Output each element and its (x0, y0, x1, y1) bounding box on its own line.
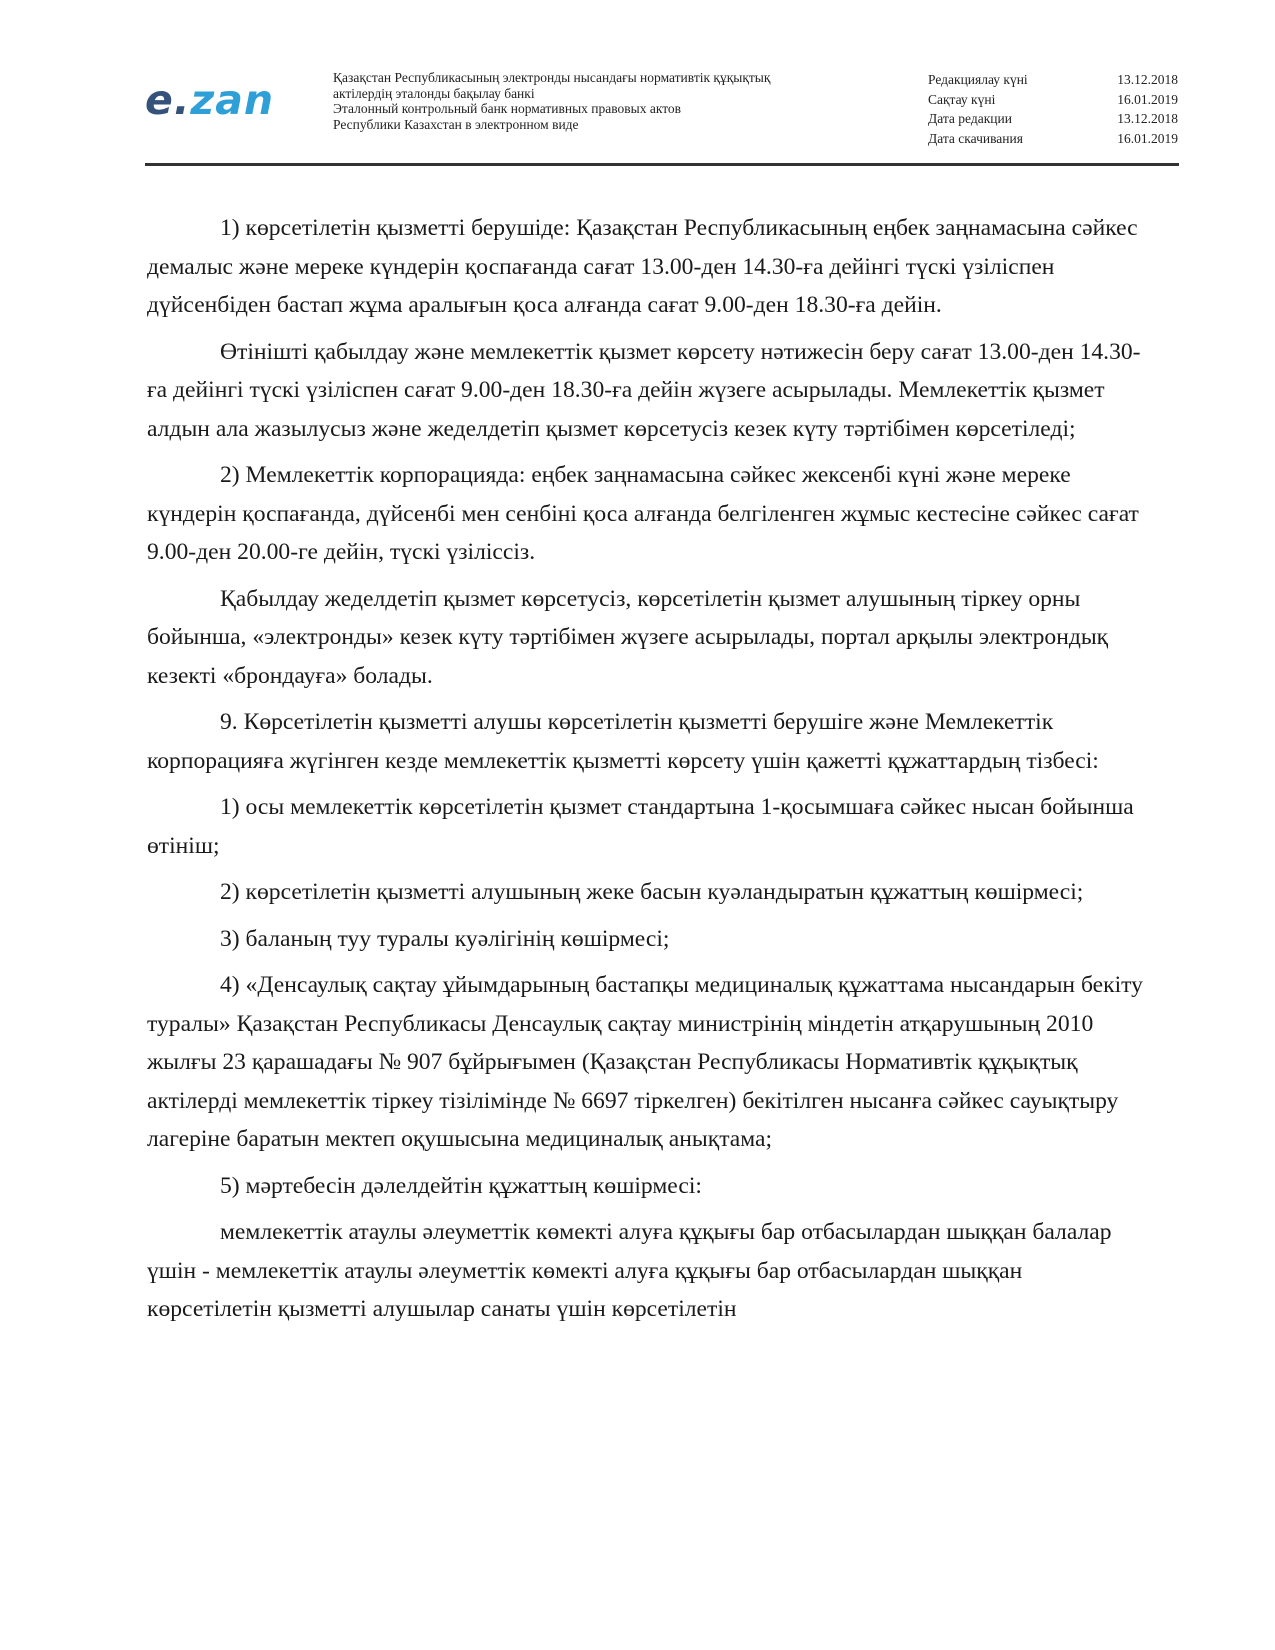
paragraph-social-assistance: мемлекеттік атаулы әлеуметтік көмекті алуға құқығы бар отбасылардан шыққан балалар үшін - мемлекеттік атаулы әлеуметтік көмекті алуға құқығы бар отбасылардан шыққан көрсетілетін қызметті алушылар санаты үшін көрсетілетін (147, 1219, 1112, 1322)
header-meta (928, 70, 1178, 148)
meta-label: Сақтау күні (928, 91, 996, 107)
header-titles (333, 70, 878, 132)
paragraph-application-acceptance: Өтінішті қабылдау және мемлекеттік қызмет көрсету нәтижесін беру сағат 13.00-ден 14.30-ға дейінгі түскі үзіліспен сағат 9.00-ден 18.30-ға дейін жүзеге асырылады. Мемлекеттік қызмет алдын ала жазылусыз және жеделдетіп қызмет көрсетусіз кезек күту тәртібімен көрсетіледі; (147, 338, 1141, 442)
meta-value: 13.12.2018 (1117, 111, 1178, 126)
list-item-medical-certificate: 4) «Денсаулық сақтау ұйымдарының бастапқы медициналық құжаттама нысандарын бекіту туралы» Қазақстан Республикасы Денсаулық сақтау министрінің міндетін атқарушының 2010 жылғы 23 қарашадағы № 907 бұйрығымен (Қазақстан Республикасы Нормативтік құқықтық актілерді мемлекеттік тіркеу тізілімінде № 6697 тіркелген) бекітілген нысанға сәйкес сауықтыру лагеріне баратын мектеп оқушысына медициналық анықтама; (147, 972, 1143, 1152)
meta-label: Редакциялау күні (928, 72, 1028, 87)
page-header (145, 66, 1177, 162)
document-body (147, 209, 1147, 1337)
meta-value: 16.01.2019 (1117, 130, 1178, 146)
paragraph-electronic-queue: Қабылдау жеделдетіп қызмет көрсетусіз, көрсетілетін қызмет алушының тіркеу орны бойынша, «электронды» кезек күту тәртібімен жүзеге асырылады, портал арқылы электрондық кезекті «брондауға» болады. (147, 585, 1109, 689)
list-item-birth-certificate: 3) баланың туу туралы куәлігінің көшірмесі; (220, 925, 670, 952)
meta-row-download-date-ru (928, 129, 1178, 149)
meta-row-edit-date-ru (928, 109, 1178, 129)
meta-label: Дата редакции (928, 111, 1012, 126)
meta-row-edit-date-kz (928, 70, 1178, 90)
meta-label: Дата скачивания (928, 130, 1023, 146)
list-item-identity-document: 2) көрсетілетін қызметті алушының жеке басын куәландыратын құжаттың көшірмесі; (220, 879, 1084, 905)
meta-row-save-date-kz (928, 90, 1178, 110)
meta-value: 13.12.2018 (1117, 72, 1178, 87)
header-title-line: актілердің эталонды бақылау банкі (333, 85, 535, 101)
logo-zan: zan (190, 76, 275, 124)
meta-value: 16.01.2019 (1117, 91, 1178, 107)
list-item-status-document: 5) мәртебесін дәлелдейтін құжаттың көшірмесі: (220, 1172, 702, 1199)
logo-dot: . (173, 76, 191, 124)
paragraph-state-corporation-hours: 2) Мемлекеттік корпорацияда: еңбек заңнамасына сәйкес жексенбі күні және мереке күндерін қоспағанда, дүйсенбі мен сенбіні қоса алғанда белгіленген жұмыс кестесіне сәйкес сағат 9.00-ден 20.00-ге дейін, түскі үзіліссіз. (147, 462, 1139, 565)
list-item-application: 1) осы мемлекеттік көрсетілетін қызмет стандартына 1-қосымшаға сәйкес нысан бойынша өтініш; (147, 794, 1134, 859)
paragraph-service-provider-hours: 1) көрсетілетін қызметті берушіде: Қазақстан Республикасының еңбек заңнамасына сәйкес демалыс және мереке күндерін қоспағанда сағат 13.00-ден 14.30-ға дейінгі түскі үзіліспен дүйсенбіден бастап жұма аралығын қоса алғанда сағат 9.00-ден 18.30-ға дейін. (147, 215, 1138, 318)
header-divider (145, 163, 1179, 166)
logo-e: e (145, 76, 174, 124)
header-title-line: Қазақстан Республикасының электронды нысандағы нормативтік құқықтық (333, 70, 771, 85)
header-title-line: Эталонный контрольный банк нормативных правовых актов (333, 101, 682, 116)
ezan-logo[interactable] (145, 76, 275, 124)
header-title-line: Республики Казахстан в электронном виде (333, 116, 579, 132)
paragraph-required-documents: 9. Көрсетілетін қызметті алушы көрсетілетін қызметті берушіге және Мемлекеттік корпорацияға жүгінген кезде мемлекеттік қызметті көрсету үшін қажетті құжаттардың тізбесі: (147, 709, 1099, 774)
